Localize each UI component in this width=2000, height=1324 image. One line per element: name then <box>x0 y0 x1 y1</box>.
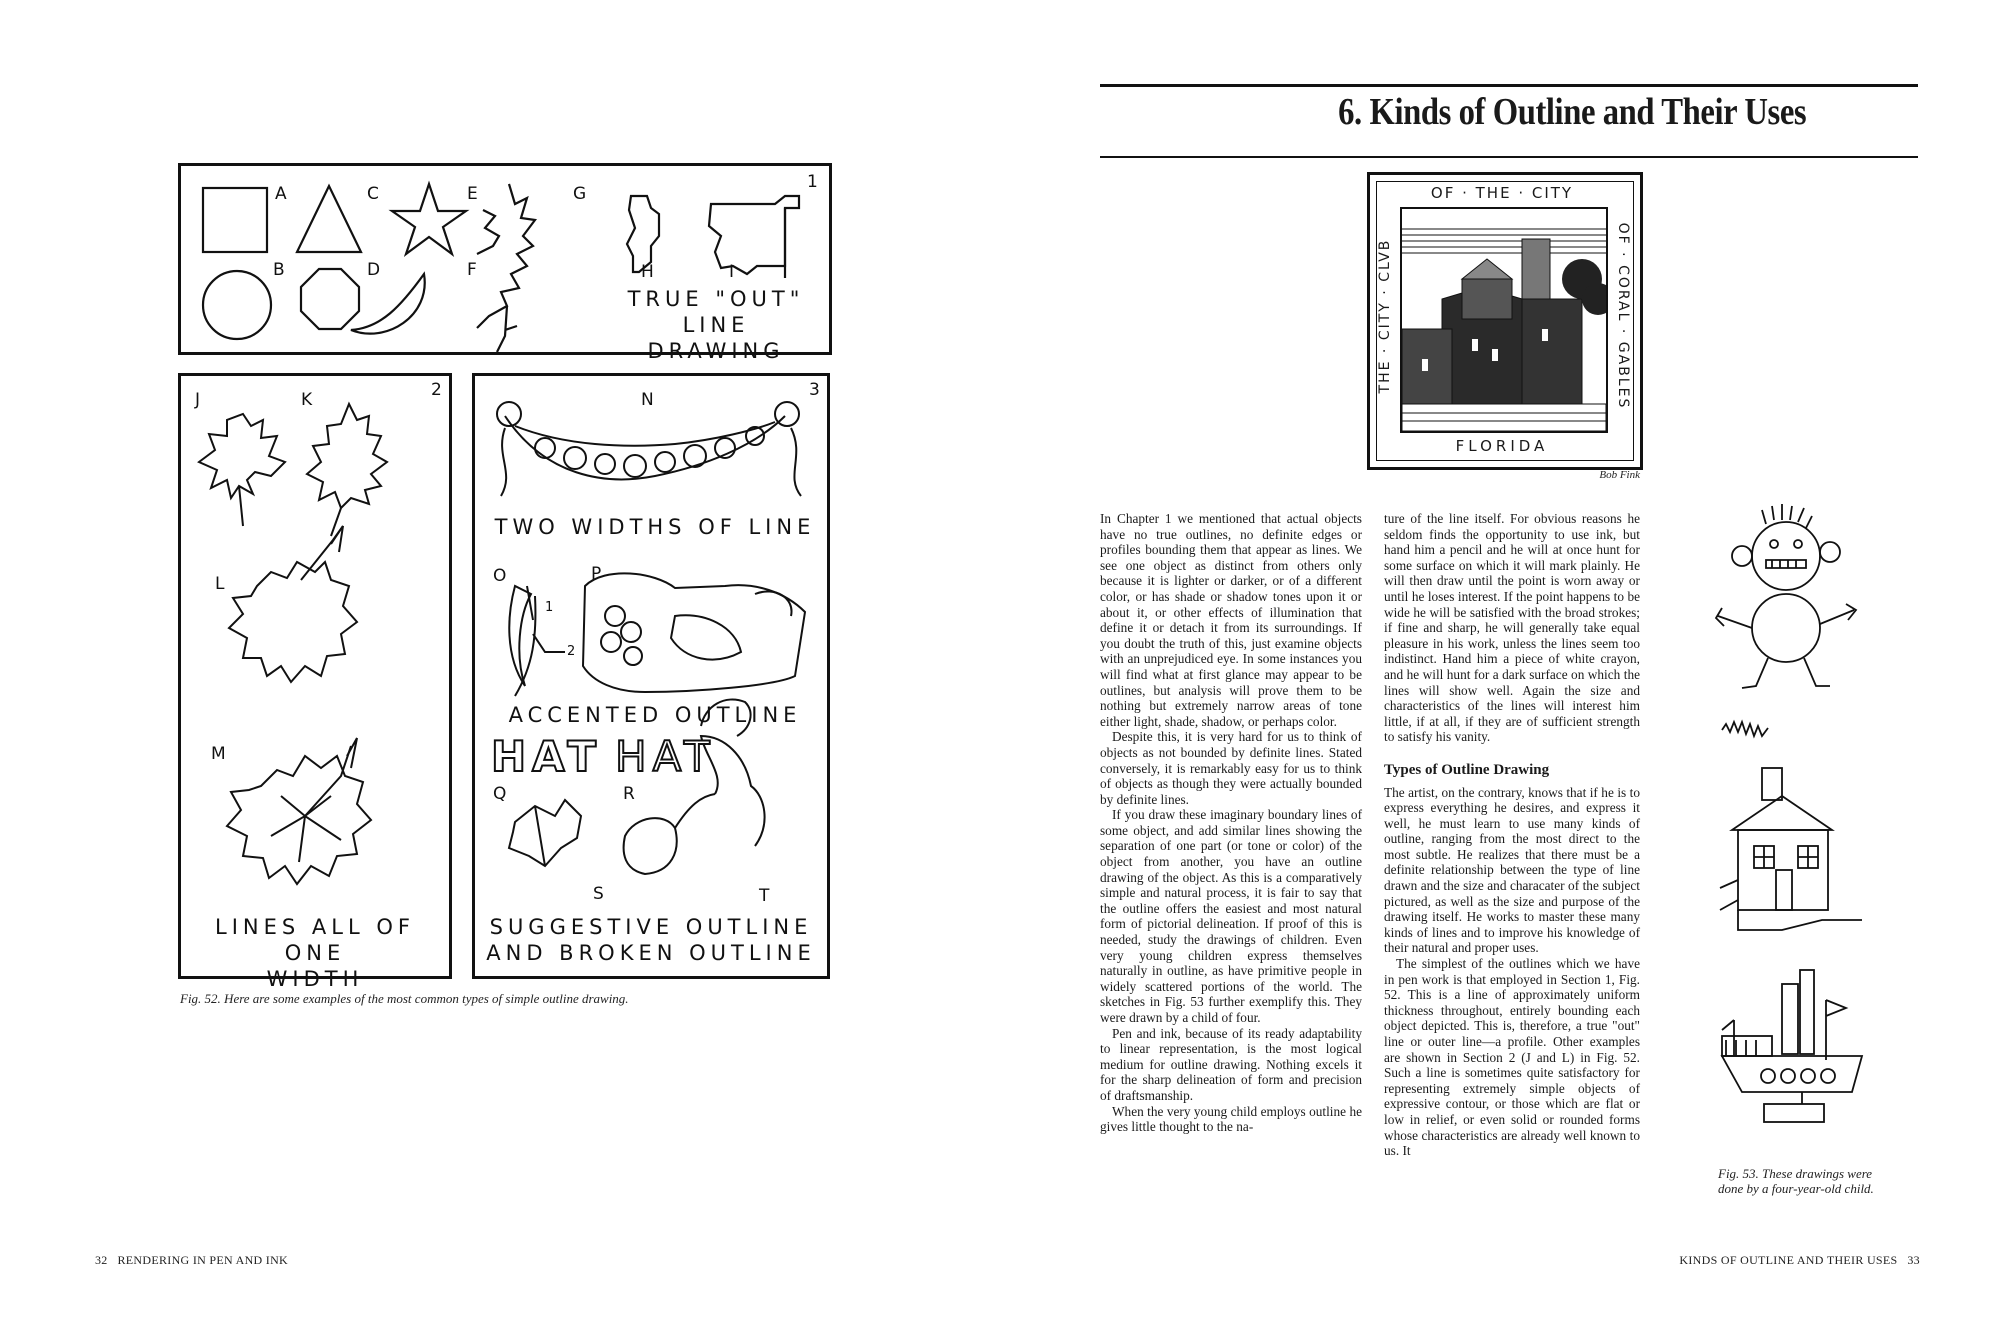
panel-2-number: 2 <box>431 380 442 400</box>
label-t: T <box>759 886 770 906</box>
panel-1-caption <box>601 286 831 364</box>
title-rule-top <box>1100 84 1918 87</box>
label-g: G <box>573 184 587 204</box>
child-house-smoke <box>1722 722 1768 736</box>
col2-paragraph-3: The simplest of the outlines which we have in pen work is that employed in Section 1, Fig. 52. This is a line of approximately uniform thickness throughout, entirely bounding each object depicted. This is, therefore, a true "out" line or outer line—a profile. Other examples are shown in Section 2 (J and L) in Fig. 52. Such a line is sometimes quite satisfactory for representing extremely simple objects of expressive contour, or those which are flat or low in relief, or even solid or rounded forms whose characteristics are already well known to us. It <box>1384 956 1640 1159</box>
panel-1-number: 1 <box>807 172 818 192</box>
label-o: O <box>493 566 507 586</box>
bookplate-illustration <box>1367 172 1643 470</box>
crescent-shape <box>351 274 425 334</box>
child-boat-hull <box>1722 1056 1862 1092</box>
bookplate-top-text: OF · THE · CITY <box>1430 184 1574 202</box>
label-m: M <box>211 744 226 764</box>
panel-1-caption-line1: TRUE "OUT" LINE <box>627 287 805 337</box>
label-a: A <box>275 184 287 204</box>
label-b: B <box>273 260 285 280</box>
chapter-title: 6. Kinds of Outline and Their Uses <box>1338 91 1807 133</box>
right-page-footer: KINDS OF OUTLINE AND THEIR USES 33 <box>1679 1253 1920 1267</box>
triangle-shape <box>297 186 361 252</box>
label-q: Q <box>493 784 507 804</box>
leaf-q <box>509 800 581 866</box>
label-n: N <box>641 390 654 410</box>
label-s: S <box>593 884 604 904</box>
profile-outline-h <box>627 196 659 272</box>
body-column-2 <box>1384 511 1640 1159</box>
label-r: R <box>623 784 635 804</box>
artist-credit: Bob Fink <box>1599 469 1640 481</box>
col1-paragraph-5: When the very young child employs outline he gives little thought to the na- <box>1100 1103 1362 1135</box>
leaf-spray-shape <box>477 184 535 352</box>
bookplate-bottom-text: FLORIDA <box>1455 437 1549 455</box>
panel-3-number: 3 <box>809 380 820 400</box>
col2-paragraph-2: The artist, on the contrary, knows that if he is to express everything he desires, and express it well, he must learn to use many kinds of outline, ranging from the most direct to the most subtle. He realizes that there must be a definite relationship between the type of line drawn and the size and characater of the subject pictured, as well as the size and purpose of the drawing itself. He works to master these many kinds of lines and to improve his knowledge of their natural and proper uses. <box>1384 784 1640 956</box>
hat-broken-text: HAT <box>615 732 716 781</box>
figure-panel-3 <box>472 373 830 979</box>
square-shape <box>203 188 267 252</box>
col1-paragraph-2: Despite this, it is very hard for us to think of objects as not bounded by definite lines. Stated conversely, it is remarkably easy for us to think of objects as though they were actually bounded by definite lines. <box>1100 729 1362 807</box>
panel-2-caption <box>181 914 449 992</box>
label-k: K <box>301 390 313 410</box>
panel-3-drawings <box>475 376 827 976</box>
figure-panel-1 <box>178 163 832 363</box>
types-of-outline-heading: Types of Outline Drawing <box>1384 761 1550 778</box>
bud-s <box>624 818 677 874</box>
hat-solid-text: HAT <box>491 732 603 781</box>
label-p: P <box>591 564 602 584</box>
label-i: I <box>729 262 735 282</box>
label-f: F <box>467 260 477 280</box>
panel-1-caption-line2: DRAWING <box>647 339 785 363</box>
figure-panel-2 <box>178 373 452 991</box>
mark-1: 1 <box>545 600 554 615</box>
left-page-footer: 32 RENDERING IN PEN AND INK <box>95 1253 289 1267</box>
leaf-l <box>229 526 357 682</box>
leaf-k <box>307 404 387 536</box>
label-l: L <box>215 574 225 594</box>
panel-3-caption-line2: AND BROKEN OUTLINE <box>486 941 816 965</box>
label-j: J <box>195 390 201 410</box>
col1-paragraph-4: Pen and ink, because of its ready adaptability to linear representation, is the most logical medium for outline drawing. Nothing excels it for the sharp delineation of form and precision of draftsmanship. <box>1100 1025 1362 1103</box>
col1-paragraph-1: In Chapter 1 we mentioned that actual objects have no true outlines, no definite edges or profiles bounding them that appear as lines. We see one object as distinct from others only because it is lighter or darker, or of a different color, or has shade or shadow tones upon it or about it, or other effects of illumination that define it or detach it from its surroundings. If you doubt the truth of this, just examine objects with an unprejudiced eye. In some instances you will find what at first glance may appear to be outlines, but analysis will prove them to be nothing but extremely narrow areas of tone either light, shade, shadow, or perhaps color. <box>1100 511 1362 729</box>
mark-2: 2 <box>567 644 576 659</box>
child-figure-head <box>1752 522 1820 590</box>
child-house-roof <box>1732 796 1832 830</box>
panel-3-caption-line1: SUGGESTIVE OUTLINE <box>489 915 813 939</box>
col1-paragraph-3: If you draw these imaginary boundary lines of some object, and add similar lines showing the separation of one part (or tone or color) of the object from another, you have an outline drawing of the object. As this is a comparatively simple and natural process, it is fair to say that the outline offers the easiest and most natural form of pictorial delineation. If proof of this is needed, study the drawings of children. Even very young children express themselves naturally in outline, as have primitive people in widely scattered portions of the world. The sketches in Fig. 53 further exemplify this. They were drawn by a child of four. <box>1100 807 1362 1025</box>
star-shape <box>392 184 466 254</box>
bookplate-scene <box>1400 207 1608 433</box>
title-rule-bottom <box>1100 156 1918 158</box>
label-h: H <box>641 262 654 282</box>
panel-3-two-widths-caption: TWO WIDTHS OF LINE <box>494 515 816 539</box>
label-c: C <box>367 184 379 204</box>
child-boat-funnel <box>1782 984 1798 1054</box>
accented-leaf-drawing <box>509 586 535 696</box>
panel-3-accented-caption: ACCENTED OUTLINE <box>508 703 802 727</box>
child-figure-body <box>1752 594 1820 662</box>
leaf-j <box>199 414 285 526</box>
panel-2-caption-line1: LINES ALL OF ONE <box>215 915 415 965</box>
castle-scene-drawing <box>1402 209 1606 431</box>
col2-paragraph-1: ture of the line itself. For obvious reasons he seldom finds the opportunity to use ink, but hand him a pencil and he will at once hunt for some surface on which it will mark plainly. He will then draw until the point is worn away or until he loses interest. If the point happens to be wide he will be satisfied with the broad strokes; if fine and sharp, he will generally take equal pleasure in his work, unless the lines seem too indistinct. Hand him a piece of white crayon, and he will hunt for a dark surface on which the lines will show well. Again the size and characteristics of the lines will interest him little, if at all, if they are of sufficient strength to satisfy his vanity. <box>1384 511 1640 745</box>
fig-53-caption: Fig. 53. These drawings were done by a four-year-old child. <box>1718 1166 1874 1196</box>
fig-52-caption: Fig. 52. Here are some examples of the most common types of simple outline drawing. <box>180 991 629 1006</box>
body-column-1 <box>1100 511 1362 1135</box>
circle-shape <box>203 271 271 339</box>
label-d: D <box>367 260 381 280</box>
panel-3-caption <box>475 914 827 966</box>
panel-2-caption-line2: WIDTH <box>266 967 364 991</box>
bookplate-left-text: THE · CITY · CLVB <box>1377 238 1393 394</box>
bookplate-right-text: OF · CORAL · GABLES <box>1615 222 1631 410</box>
label-e: E <box>467 184 478 204</box>
child-drawings <box>1712 500 1892 1180</box>
octagon-shape <box>301 269 359 329</box>
leaf-m <box>227 746 371 884</box>
panel-2-drawings <box>181 376 449 976</box>
